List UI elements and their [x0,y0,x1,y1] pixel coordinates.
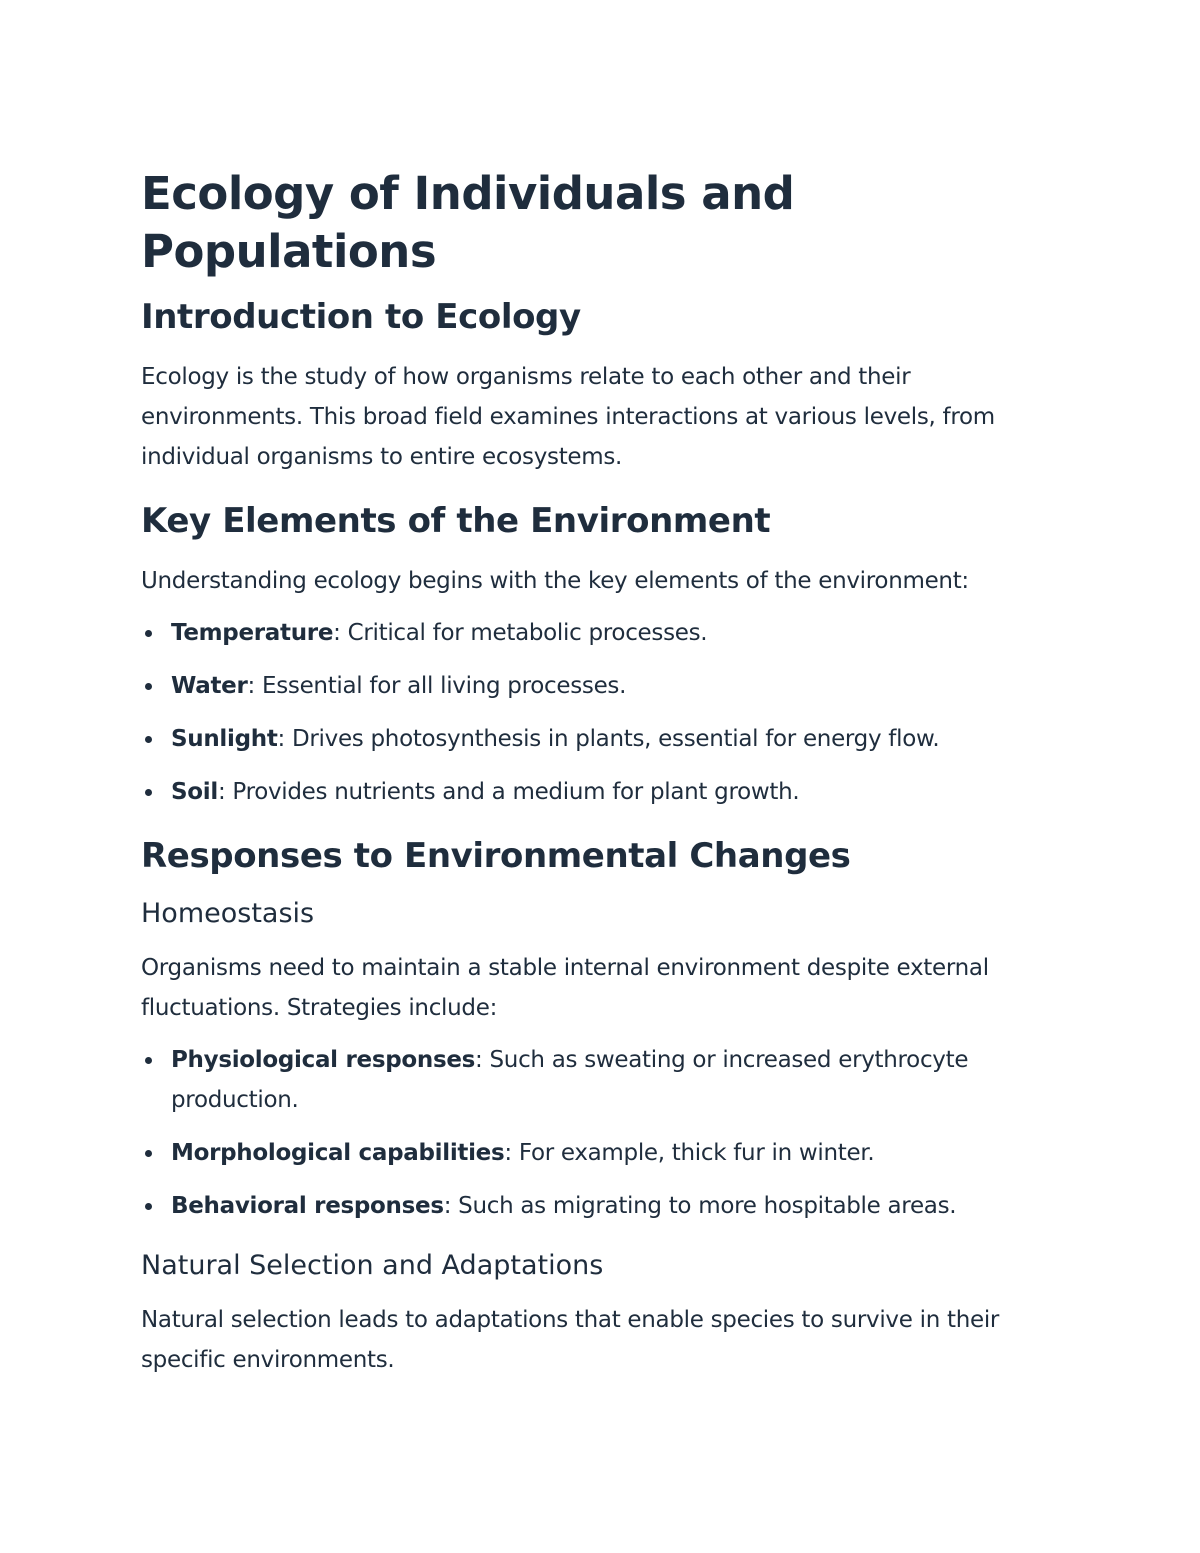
bullet-icon [145,1203,152,1210]
list-item [141,719,1071,759]
list-item [141,1133,1071,1173]
list-item-term: Soil [171,779,218,805]
list-item [141,666,1071,706]
list-item [141,1186,1071,1226]
bullet-icon [145,630,152,637]
bullet-icon [145,1057,152,1064]
section-heading-responses: Responses to Environmental Changes [141,836,851,876]
bullet-icon [145,789,152,796]
list-item-text: : Drives photosynthesis in plants, essential for energy flow. [277,726,940,752]
document-page [141,165,1071,1402]
homeostasis-paragraph: Organisms need to maintain a stable internal environment despite external fluctuations. Strategies include: [141,955,989,1021]
list-item-text: : Critical for metabolic processes. [333,620,708,646]
key-elements-list [141,613,1071,812]
page-title: Ecology of Individuals and Populations [141,167,795,278]
subsection-heading-homeostasis: Homeostasis [141,898,315,929]
list-item-term: Temperature [171,620,334,646]
list-item-term: Morphological capabilities [171,1140,505,1166]
natural-selection-paragraph: Natural selection leads to adaptations that enable species to survive in their specific environments. [141,1307,1000,1373]
list-item-term: Water [171,673,248,699]
list-item-text: : Provides nutrients and a medium for plant growth. [217,779,800,805]
bullet-icon [145,1150,152,1157]
subsection-heading-natural-selection: Natural Selection and Adaptations [141,1250,604,1281]
list-item-text: : Such as sweating or increased erythrocyte production. [171,1047,969,1113]
section-heading-key-elements: Key Elements of the Environment [141,501,771,541]
list-item-term: Sunlight [171,726,278,752]
section-heading-intro: Introduction to Ecology [141,297,581,337]
list-item [141,772,1071,812]
list-item-term: Behavioral responses [171,1193,444,1219]
list-item [141,1040,1071,1120]
list-item [141,613,1071,653]
homeostasis-list [141,1040,1071,1226]
bullet-icon [145,683,152,690]
list-item-text: : Essential for all living processes. [247,673,627,699]
key-elements-paragraph: Understanding ecology begins with the key elements of the environment: [141,568,969,594]
intro-paragraph: Ecology is the study of how organisms relate to each other and their environments. This broad field examines interactions at various levels, from individual organisms to entire ecosystems. [141,364,995,470]
list-item-term: Physiological responses [171,1047,476,1073]
list-item-text: : Such as migrating to more hospitable areas. [443,1193,957,1219]
bullet-icon [145,736,152,743]
list-item-text: : For example, thick fur in winter. [504,1140,875,1166]
